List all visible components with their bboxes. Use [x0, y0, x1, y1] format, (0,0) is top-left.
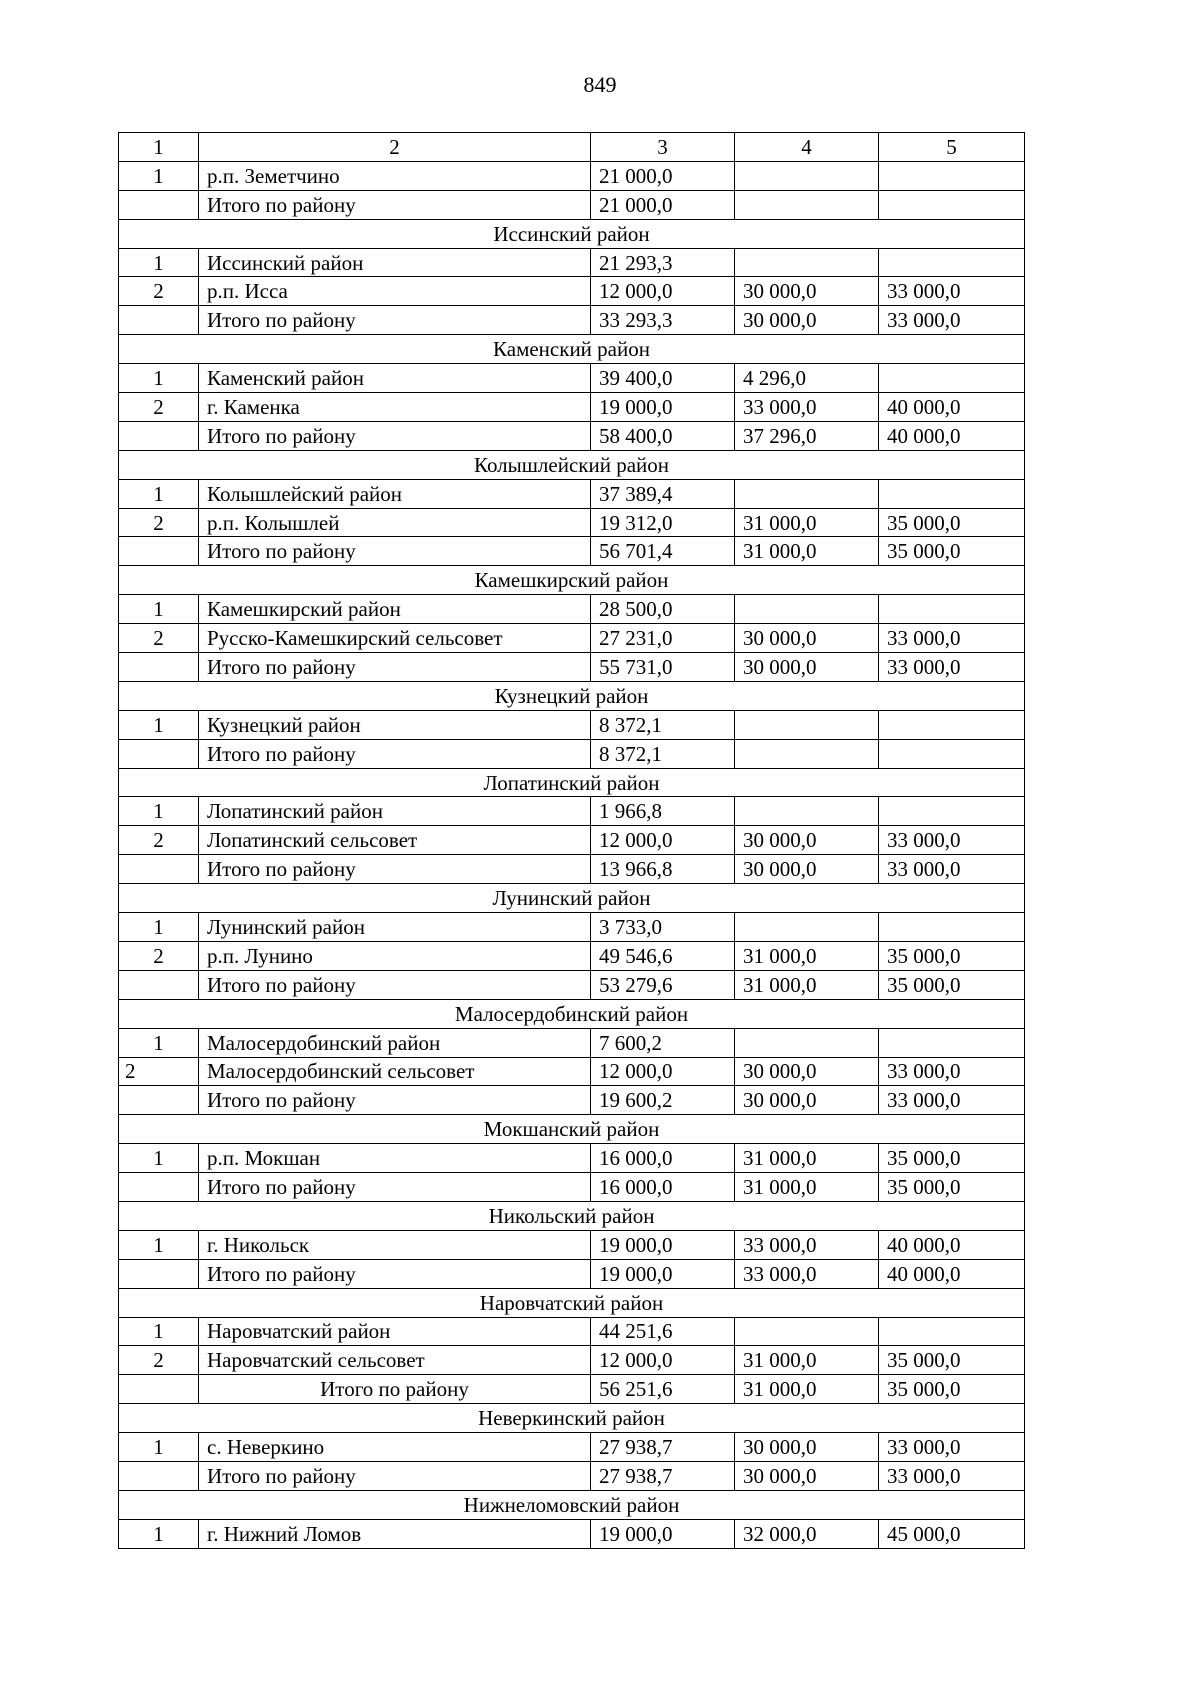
row-number: 1 [119, 1433, 199, 1462]
municipality-name: Итого по району [199, 1259, 591, 1288]
municipality-name: г. Нижний Ломов [199, 1519, 591, 1548]
value-col-5: 45 000,0 [879, 1519, 1025, 1548]
value-col-3: 53 279,6 [591, 970, 735, 999]
district-section-row [119, 450, 1025, 479]
municipality-name: Колышлейский район [199, 479, 591, 508]
row-number: 1 [119, 248, 199, 277]
value-col-5 [879, 1317, 1025, 1346]
value-col-3: 16 000,0 [591, 1144, 735, 1173]
value-col-3: 12 000,0 [591, 277, 735, 306]
row-number: 2 [119, 826, 199, 855]
district-section-row [119, 335, 1025, 364]
column-number: 3 [591, 133, 735, 162]
municipality-name: Итого по району [199, 1086, 591, 1115]
municipality-name: р.п. Мокшан [199, 1144, 591, 1173]
column-number-row [119, 133, 1025, 162]
table-row [119, 941, 1025, 970]
table-row [119, 1346, 1025, 1375]
value-col-5 [879, 797, 1025, 826]
value-col-4: 30 000,0 [735, 1433, 879, 1462]
table-row [119, 248, 1025, 277]
municipality-name: Итого по району [199, 1173, 591, 1202]
row-number [119, 190, 199, 219]
value-col-5: 33 000,0 [879, 855, 1025, 884]
value-col-3: 3 733,0 [591, 913, 735, 942]
value-col-3: 28 500,0 [591, 595, 735, 624]
value-col-5 [879, 479, 1025, 508]
district-total-row [119, 970, 1025, 999]
row-number: 1 [119, 1317, 199, 1346]
district-section-row [119, 884, 1025, 913]
district-total-row [119, 306, 1025, 335]
row-number: 1 [119, 797, 199, 826]
value-col-5: 40 000,0 [879, 1230, 1025, 1259]
value-col-3: 33 293,3 [591, 306, 735, 335]
table-row [119, 1230, 1025, 1259]
row-number [119, 653, 199, 682]
municipality-name: Итого по району [199, 421, 591, 450]
row-number: 1 [119, 913, 199, 942]
value-col-4: 31 000,0 [735, 1144, 879, 1173]
value-col-4 [735, 1028, 879, 1057]
value-col-4: 30 000,0 [735, 653, 879, 682]
value-col-3: 19 000,0 [591, 1519, 735, 1548]
value-col-4: 30 000,0 [735, 1461, 879, 1490]
municipality-name: Итого по району [199, 190, 591, 219]
table-row [119, 710, 1025, 739]
table-row [119, 364, 1025, 393]
row-number: 2 [119, 1346, 199, 1375]
municipality-name: Каменский район [199, 364, 591, 393]
municipality-name: Итого по району [199, 1461, 591, 1490]
table-row [119, 479, 1025, 508]
value-col-4: 33 000,0 [735, 393, 879, 422]
municipality-name: г. Каменка [199, 393, 591, 422]
district-total-row [119, 421, 1025, 450]
table-row [119, 393, 1025, 422]
municipality-name: р.п. Лунино [199, 941, 591, 970]
value-col-4 [735, 190, 879, 219]
row-number: 1 [119, 161, 199, 190]
table-row [119, 1433, 1025, 1462]
row-number [119, 739, 199, 768]
row-number [119, 970, 199, 999]
value-col-5: 35 000,0 [879, 508, 1025, 537]
municipality-name: р.п. Исса [199, 277, 591, 306]
row-number: 2 [119, 393, 199, 422]
value-col-5: 33 000,0 [879, 277, 1025, 306]
value-col-5 [879, 364, 1025, 393]
district-title: Мокшанский район [119, 1115, 1025, 1144]
value-col-5: 35 000,0 [879, 941, 1025, 970]
municipality-name: Итого по району [199, 1375, 591, 1404]
value-col-4: 31 000,0 [735, 941, 879, 970]
row-number: 2 [119, 624, 199, 653]
value-col-4: 30 000,0 [735, 826, 879, 855]
district-section-row [119, 1404, 1025, 1433]
municipality-name: Итого по району [199, 855, 591, 884]
value-col-5: 33 000,0 [879, 1461, 1025, 1490]
table-row [119, 508, 1025, 537]
row-number [119, 1375, 199, 1404]
value-col-4 [735, 797, 879, 826]
value-col-3: 19 000,0 [591, 1230, 735, 1259]
row-number [119, 1259, 199, 1288]
value-col-5: 33 000,0 [879, 624, 1025, 653]
municipality-name: Малосердобинский сельсовет [199, 1057, 591, 1086]
district-title: Наровчатский район [119, 1288, 1025, 1317]
value-col-4: 30 000,0 [735, 624, 879, 653]
value-col-5 [879, 1028, 1025, 1057]
row-number: 1 [119, 364, 199, 393]
table-row [119, 1144, 1025, 1173]
district-total-row [119, 190, 1025, 219]
value-col-3: 27 231,0 [591, 624, 735, 653]
table-row [119, 913, 1025, 942]
municipality-name: р.п. Земетчино [199, 161, 591, 190]
value-col-3: 56 701,4 [591, 537, 735, 566]
value-col-3: 55 731,0 [591, 653, 735, 682]
municipality-name: Малосердобинский район [199, 1028, 591, 1057]
value-col-4: 30 000,0 [735, 306, 879, 335]
district-title: Камешкирский район [119, 566, 1025, 595]
table-row [119, 277, 1025, 306]
municipality-name: Лопатинский район [199, 797, 591, 826]
district-title: Лопатинский район [119, 768, 1025, 797]
value-col-4: 31 000,0 [735, 537, 879, 566]
municipality-name: с. Неверкино [199, 1433, 591, 1462]
municipality-name: Итого по району [199, 653, 591, 682]
row-number [119, 855, 199, 884]
district-section-row [119, 219, 1025, 248]
table-row [119, 161, 1025, 190]
row-number: 2 [119, 508, 199, 537]
value-col-3: 49 546,6 [591, 941, 735, 970]
value-col-4 [735, 710, 879, 739]
municipality-name: Итого по району [199, 306, 591, 335]
value-col-5 [879, 913, 1025, 942]
value-col-3: 39 400,0 [591, 364, 735, 393]
row-number [119, 1461, 199, 1490]
value-col-5: 40 000,0 [879, 421, 1025, 450]
value-col-3: 19 000,0 [591, 393, 735, 422]
value-col-4: 4 296,0 [735, 364, 879, 393]
value-col-5: 35 000,0 [879, 970, 1025, 999]
municipality-name: р.п. Колышлей [199, 508, 591, 537]
value-col-3: 8 372,1 [591, 739, 735, 768]
district-total-row [119, 855, 1025, 884]
value-col-4: 37 296,0 [735, 421, 879, 450]
row-number [119, 537, 199, 566]
value-col-3: 12 000,0 [591, 1057, 735, 1086]
value-col-3: 16 000,0 [591, 1173, 735, 1202]
row-number: 1 [119, 1028, 199, 1057]
value-col-3: 21 000,0 [591, 161, 735, 190]
district-title: Нижнеломовский район [119, 1490, 1025, 1519]
table-row [119, 595, 1025, 624]
value-col-3: 12 000,0 [591, 1346, 735, 1375]
value-col-4 [735, 1317, 879, 1346]
value-col-3: 19 000,0 [591, 1259, 735, 1288]
table-row [119, 1028, 1025, 1057]
row-number [119, 306, 199, 335]
district-section-row [119, 1288, 1025, 1317]
value-col-3: 56 251,6 [591, 1375, 735, 1404]
row-number: 1 [119, 710, 199, 739]
table-row [119, 1057, 1025, 1086]
district-title: Кузнецкий район [119, 681, 1025, 710]
district-section-row [119, 1115, 1025, 1144]
value-col-3: 12 000,0 [591, 826, 735, 855]
value-col-3: 27 938,7 [591, 1433, 735, 1462]
district-total-row [119, 1375, 1025, 1404]
value-col-5: 33 000,0 [879, 826, 1025, 855]
district-total-row [119, 1173, 1025, 1202]
value-col-4 [735, 248, 879, 277]
table-row [119, 797, 1025, 826]
page-number: 849 [583, 72, 617, 97]
table-body [119, 133, 1025, 1549]
row-number: 2 [119, 1057, 199, 1086]
value-col-4 [735, 739, 879, 768]
budget-table [118, 132, 1025, 1549]
district-total-row [119, 1461, 1025, 1490]
municipality-name: Наровчатский сельсовет [199, 1346, 591, 1375]
value-col-3: 1 966,8 [591, 797, 735, 826]
municipality-name: Итого по району [199, 739, 591, 768]
value-col-3: 58 400,0 [591, 421, 735, 450]
value-col-5: 35 000,0 [879, 1173, 1025, 1202]
municipality-name: Лопатинский сельсовет [199, 826, 591, 855]
value-col-4: 31 000,0 [735, 1173, 879, 1202]
value-col-5: 35 000,0 [879, 1346, 1025, 1375]
value-col-5 [879, 595, 1025, 624]
value-col-4: 31 000,0 [735, 1346, 879, 1375]
value-col-4: 33 000,0 [735, 1230, 879, 1259]
row-number [119, 421, 199, 450]
value-col-5 [879, 190, 1025, 219]
municipality-name: Иссинский район [199, 248, 591, 277]
column-number: 5 [879, 133, 1025, 162]
municipality-name: Камешкирский район [199, 595, 591, 624]
district-total-row [119, 739, 1025, 768]
row-number [119, 1173, 199, 1202]
district-total-row [119, 653, 1025, 682]
table-row [119, 624, 1025, 653]
district-title: Иссинский район [119, 219, 1025, 248]
district-total-row [119, 537, 1025, 566]
district-section-row [119, 681, 1025, 710]
column-number: 2 [199, 133, 591, 162]
column-number: 4 [735, 133, 879, 162]
value-col-4: 33 000,0 [735, 1259, 879, 1288]
district-total-row [119, 1259, 1025, 1288]
district-title: Малосердобинский район [119, 999, 1025, 1028]
table-row [119, 1519, 1025, 1548]
value-col-3: 44 251,6 [591, 1317, 735, 1346]
municipality-name: Итого по району [199, 537, 591, 566]
district-section-row [119, 999, 1025, 1028]
value-col-4: 30 000,0 [735, 855, 879, 884]
value-col-4: 31 000,0 [735, 970, 879, 999]
district-title: Каменский район [119, 335, 1025, 364]
municipality-name: Итого по району [199, 970, 591, 999]
table-row [119, 826, 1025, 855]
district-section-row [119, 566, 1025, 595]
row-number: 2 [119, 941, 199, 970]
district-title: Лунинский район [119, 884, 1025, 913]
municipality-name: Наровчатский район [199, 1317, 591, 1346]
value-col-4: 32 000,0 [735, 1519, 879, 1548]
district-title: Никольский район [119, 1201, 1025, 1230]
value-col-5: 40 000,0 [879, 393, 1025, 422]
value-col-4 [735, 913, 879, 942]
value-col-3: 13 966,8 [591, 855, 735, 884]
value-col-5 [879, 739, 1025, 768]
value-col-4: 30 000,0 [735, 1086, 879, 1115]
value-col-5: 35 000,0 [879, 1375, 1025, 1404]
column-number: 1 [119, 133, 199, 162]
district-total-row [119, 1086, 1025, 1115]
municipality-name: г. Никольск [199, 1230, 591, 1259]
value-col-4 [735, 161, 879, 190]
row-number: 1 [119, 1519, 199, 1548]
row-number: 1 [119, 479, 199, 508]
district-section-row [119, 1201, 1025, 1230]
value-col-5: 33 000,0 [879, 306, 1025, 335]
value-col-5: 33 000,0 [879, 1086, 1025, 1115]
value-col-3: 37 389,4 [591, 479, 735, 508]
value-col-3: 19 600,2 [591, 1086, 735, 1115]
value-col-5: 33 000,0 [879, 1433, 1025, 1462]
value-col-4 [735, 595, 879, 624]
value-col-5 [879, 161, 1025, 190]
value-col-4 [735, 479, 879, 508]
value-col-3: 7 600,2 [591, 1028, 735, 1057]
value-col-5: 40 000,0 [879, 1259, 1025, 1288]
value-col-5: 35 000,0 [879, 1144, 1025, 1173]
value-col-4: 30 000,0 [735, 1057, 879, 1086]
value-col-3: 8 372,1 [591, 710, 735, 739]
value-col-3: 27 938,7 [591, 1461, 735, 1490]
value-col-4: 30 000,0 [735, 277, 879, 306]
value-col-5: 33 000,0 [879, 1057, 1025, 1086]
row-number: 1 [119, 595, 199, 624]
value-col-3: 19 312,0 [591, 508, 735, 537]
municipality-name: Лунинский район [199, 913, 591, 942]
municipality-name: Кузнецкий район [199, 710, 591, 739]
municipality-name: Русско-Камешкирский сельсовет [199, 624, 591, 653]
district-title: Неверкинский район [119, 1404, 1025, 1433]
value-col-5: 35 000,0 [879, 537, 1025, 566]
value-col-5 [879, 248, 1025, 277]
table-row [119, 1317, 1025, 1346]
district-section-row [119, 1490, 1025, 1519]
district-section-row [119, 768, 1025, 797]
value-col-5 [879, 710, 1025, 739]
row-number: 1 [119, 1230, 199, 1259]
row-number: 2 [119, 277, 199, 306]
district-title: Колышлейский район [119, 450, 1025, 479]
value-col-5: 33 000,0 [879, 653, 1025, 682]
value-col-4: 31 000,0 [735, 508, 879, 537]
value-col-3: 21 293,3 [591, 248, 735, 277]
row-number [119, 1086, 199, 1115]
row-number: 1 [119, 1144, 199, 1173]
value-col-4: 31 000,0 [735, 1375, 879, 1404]
value-col-3: 21 000,0 [591, 190, 735, 219]
